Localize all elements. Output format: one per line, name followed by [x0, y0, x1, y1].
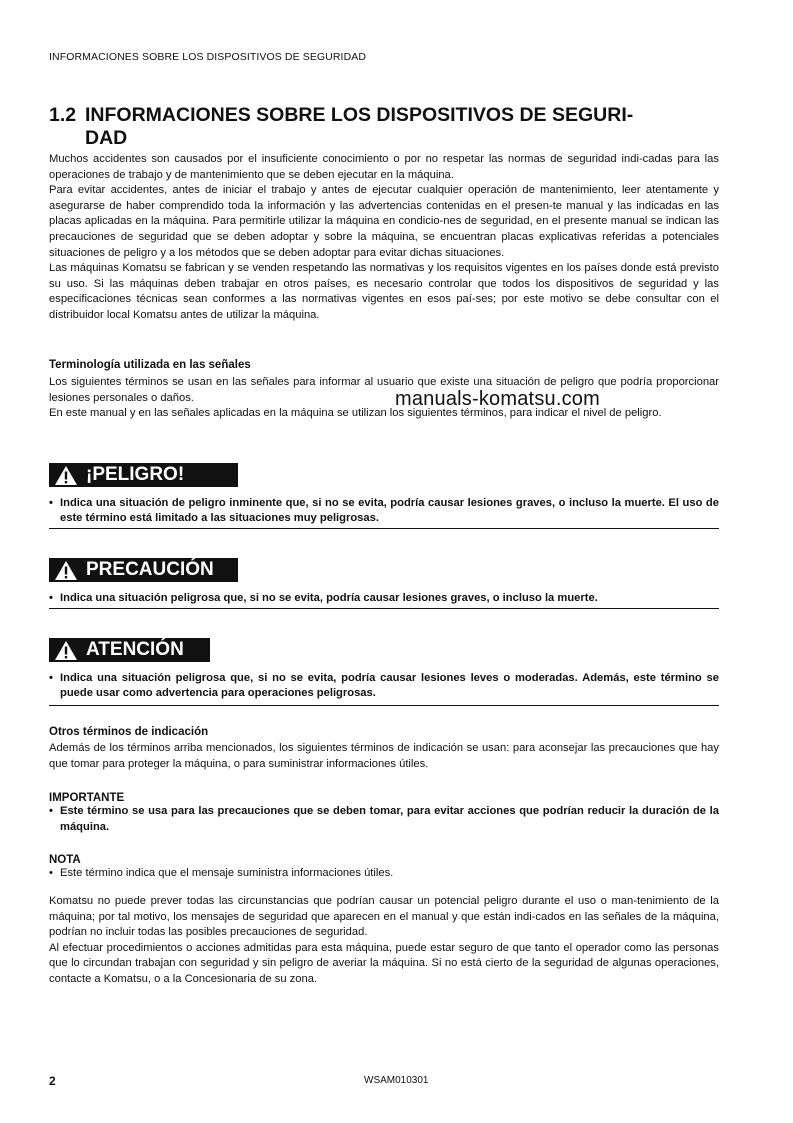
bullet-marker: • [49, 805, 53, 817]
bullet-marker: • [49, 867, 53, 879]
section-title-line1: INFORMACIONES SOBRE LOS DISPOSITIVOS DE SEGURI- [85, 104, 634, 126]
watermark: manuals-komatsu.com [395, 388, 600, 410]
section-title-line2: DAD [85, 127, 128, 149]
section-title [49, 104, 719, 150]
terminology-block [49, 359, 719, 422]
closing-paragraph-1: Komatsu no puede prever todas las circunstancias que podrían causar un potencial peligro durante el uso o man-tenimiento de la máquina; por tal motivo, los mensajes de seguridad que aparecen en el manual y que están indi-cados en las señales de la máquina, podrían no incluir todas las posibles precauciones de seguridad. [49, 895, 719, 939]
running-header: INFORMACIONES SOBRE LOS DISPOSITIVOS DE SEGURIDAD [49, 51, 367, 63]
divider [49, 528, 719, 529]
warning-label-text: ¡PELIGRO! [86, 464, 185, 485]
terminology-paragraph-2: En este manual y en las señales aplicadas en la máquina se utilizan los siguientes términos, para indicar el nivel de peligro. [49, 407, 662, 420]
footer-page-number: 2 [49, 1074, 56, 1088]
intro-paragraph-3: Las máquinas Komatsu se fabrican y se venden respetando las normativas y los requisitos vigentes en los países donde está previsto su uso. Si las máquinas deben trabajar en otros países, es necesario controlar que todos los dispositivos de seguridad y las especificaciones técnicas sean conformes a las normativas vigentes en esos paí-ses; por este motivo se debe consultar con el distribuidor local Komatsu antes de utilizar la máquina. [49, 262, 719, 321]
importante-bullet [49, 804, 719, 835]
importante-heading: IMPORTANTE [49, 792, 125, 804]
divider [49, 608, 719, 609]
warning-label-atencion [49, 638, 210, 662]
other-terms-heading: Otros términos de indicación [49, 726, 209, 738]
warning-peligro [49, 463, 719, 527]
nota-text: Este término indica que el mensaje suministra informaciones útiles. [60, 867, 394, 879]
warning-bullet [49, 671, 719, 702]
bullet-marker: • [49, 591, 53, 604]
warning-bullet [49, 496, 719, 527]
importante-text: Este término se usa para las precauciones que se deben tomar, para evitar acciones que podrían reducir la duración de la máquina. [60, 805, 719, 833]
divider [49, 705, 719, 706]
warning-label-precaucion [49, 558, 238, 582]
intro-block [49, 152, 719, 324]
other-terms-paragraph: Además de los términos arriba mencionados, los siguientes términos de indicación se usan: para aconsejar las precauciones que hay que tomar para proteger la máquina, o para suministrar informaciones útiles. [49, 742, 719, 770]
closing-paragraph-2: Al efectuar procedimientos o acciones admitidas para esta máquina, puede estar seguro de que tanto el operador como las personas que lo circundan trabajan con seguridad y sin peligro de averiar la máquina. Si no está cierto de la seguridad de algunas operaciones, contacte a Komatsu, o a la Concesionaria de su zona. [49, 941, 719, 985]
warning-triangle-icon [54, 465, 78, 486]
warning-triangle-icon [54, 560, 78, 581]
warning-label-peligro [49, 463, 238, 487]
warning-atencion [49, 638, 719, 702]
warning-text: Indica una situación de peligro inminente que, si no se evita, podría causar lesiones graves, o incluso la muerte. El uso de este término está limitado a las situaciones muy peligrosas. [60, 496, 719, 525]
nota-bullet [49, 866, 719, 882]
terminology-paragraph-1: Los siguientes términos se usan en las señales para informar al usuario que existe una situación de peligro que podría proporcionar lesiones personales o daños. [49, 376, 719, 404]
intro-paragraph-2: Para evitar accidentes, antes de iniciar el trabajo y antes de ejecutar cualquier operación de mantenimiento, leer atentamente y asegurarse de haber comprendido toda la información y las advertencias contenidas en el presen-te manual y las indicadas en las placas aplicadas en la máquina. Para permitirle utilizar la máquina en condicio-nes de seguridad, en el presente manual se indican las precauciones de seguridad que se deben adoptar y sobre la máquina, se encuentran placas explicativas referidas a potenciales situaciones de peligro y a los métodos que se deben adoptar para evitar dichas situaciones. [49, 184, 719, 259]
warning-triangle-icon [54, 640, 78, 661]
nota-heading: NOTA [49, 854, 81, 866]
other-terms-block [49, 726, 719, 772]
bullet-marker: • [49, 671, 53, 684]
nota-block [49, 854, 719, 882]
warning-text: Indica una situación peligrosa que, si no se evita, podría causar lesiones leves o moderadas. Además, este término se puede usar como advertencia para operaciones peligrosas. [60, 671, 719, 700]
warning-label-text: PRECAUCIÓN [86, 559, 214, 580]
closing-block [49, 894, 719, 988]
footer-doc-code: WSAM010301 [364, 1075, 429, 1086]
warning-bullet [49, 591, 719, 607]
intro-paragraph-1: Muchos accidentes son causados por el insuficiente conocimiento o por no respetar las normas de seguridad indi-cadas para las operaciones de trabajo y de mantenimiento que se deben ejecutar en la máquina. [49, 153, 719, 181]
importante-block [49, 792, 719, 835]
section-number: 1.2 [49, 104, 77, 126]
bullet-marker: • [49, 496, 53, 509]
terminology-heading: Terminología utilizada en las señales [49, 359, 251, 371]
warning-label-text: ATENCIÓN [86, 639, 184, 660]
warning-precaucion [49, 558, 719, 606]
warning-text: Indica una situación peligrosa que, si no se evita, podría causar lesiones graves, o incluso la muerte. [60, 591, 598, 604]
